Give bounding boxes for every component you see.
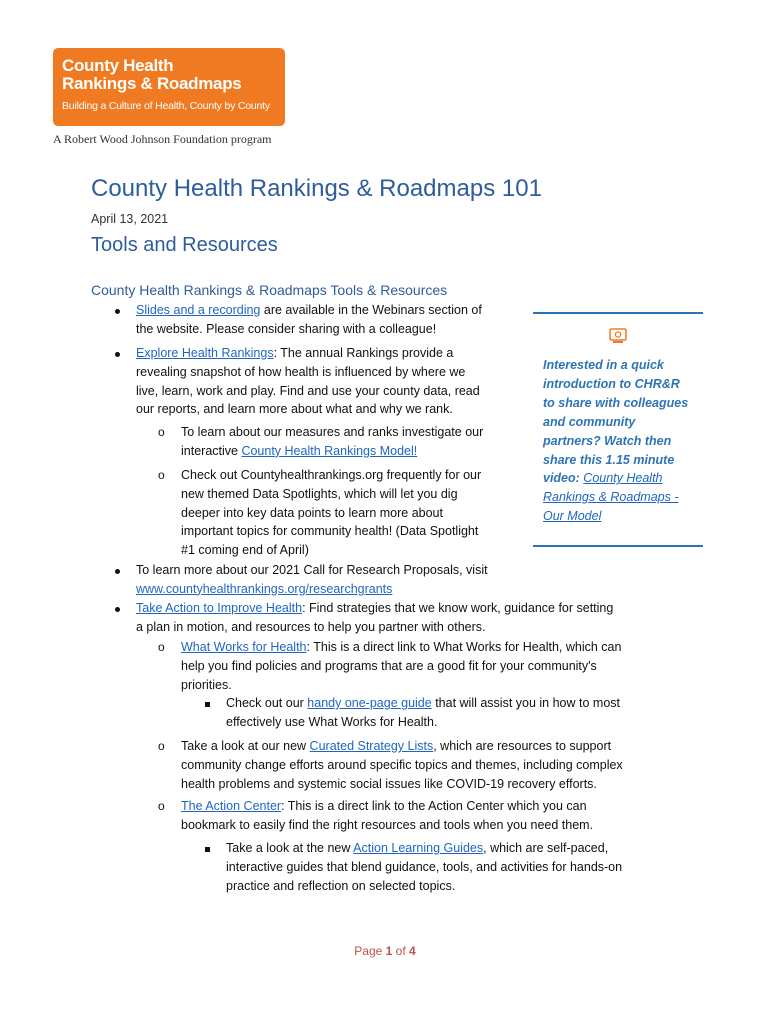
spotlights-text-3: deeper into key data points to learn more about bbox=[181, 505, 443, 520]
sidebar-line: Interested in a quick bbox=[543, 358, 664, 372]
list-item-take-action bbox=[136, 599, 696, 637]
sidebar-line: partners? Watch then bbox=[543, 433, 672, 448]
logo-line-1: County Health bbox=[62, 56, 174, 75]
bullet-dot bbox=[115, 309, 120, 314]
video-icon bbox=[609, 328, 627, 349]
bullet-circle: o bbox=[158, 799, 165, 813]
what-works-link[interactable]: What Works for Health bbox=[181, 640, 307, 654]
list-item-explore bbox=[136, 344, 526, 419]
list-item-action-center bbox=[181, 797, 701, 835]
slides-text-1: are available in the Webinars section of bbox=[260, 303, 482, 317]
model-video-link[interactable]: Our Model bbox=[543, 509, 602, 524]
list-item-spotlights bbox=[181, 466, 526, 560]
list-item-slides bbox=[136, 301, 526, 339]
research-grants-link[interactable]: www.countyhealthrankings.org/researchgrants bbox=[136, 581, 393, 596]
logo-line-2: Rankings & Roadmaps bbox=[62, 74, 242, 93]
spotlights-text-1: Check out Countyhealthrankings.org frequently for our bbox=[181, 468, 482, 482]
model-video-link[interactable]: County Health bbox=[583, 471, 663, 486]
learning-guides-text-3: practice and reflection on selected topics. bbox=[226, 878, 456, 893]
bullet-square bbox=[205, 702, 210, 707]
slides-link[interactable]: Slides and a recording bbox=[136, 303, 261, 317]
logo-tagline: Building a Culture of Health, County by County bbox=[62, 100, 270, 112]
date: April 13, 2021 bbox=[91, 212, 169, 226]
spotlights-text-5: #1 coming end of April) bbox=[181, 543, 309, 558]
measures-text-2: interactive bbox=[181, 443, 242, 458]
explore-rankings-link[interactable]: Explore Health Rankings bbox=[136, 346, 274, 360]
curated-strategy-lists-link[interactable]: Curated Strategy Lists bbox=[309, 739, 434, 753]
list-item-research-grants bbox=[136, 561, 676, 599]
list-item-guide bbox=[226, 694, 696, 732]
spotlights-text-4: important topics for community health! (Data Spotlight bbox=[181, 524, 479, 539]
curated-text-2: community change efforts around specific topics and themes, including complex bbox=[181, 757, 623, 772]
bullet-circle: o bbox=[158, 468, 165, 482]
action-center-text-1: : This is a direct link to the Action Center which you can bbox=[281, 799, 587, 813]
sidebar-bottom-rule bbox=[533, 545, 703, 547]
take-action-link[interactable]: Take Action to Improve Health bbox=[136, 601, 303, 615]
action-center-link[interactable]: The Action Center bbox=[181, 799, 282, 813]
spotlights-text-2: new themed Data Spotlights, which will let you dig bbox=[181, 486, 458, 501]
sidebar-text bbox=[543, 356, 703, 526]
sidebar-line: and community bbox=[543, 414, 636, 429]
what-works-text-3: priorities. bbox=[181, 677, 232, 692]
curated-text-3: health problems and systemic social issues like COVID-19 recovery efforts. bbox=[181, 776, 597, 791]
take-action-text-2: a plan in motion, and resources to help you partner with others. bbox=[136, 619, 486, 634]
guide-pre: Check out our bbox=[226, 696, 308, 710]
rankings-model-link[interactable]: County Health Rankings Model! bbox=[241, 443, 418, 458]
explore-text-2: revealing snapshot of how health is influenced by where we bbox=[136, 364, 466, 379]
page-footer bbox=[0, 944, 770, 958]
bullet-dot bbox=[115, 569, 120, 574]
sidebar-callout bbox=[533, 312, 703, 547]
explore-text-3: live, learn, work and play. Find and use your county data, read bbox=[136, 383, 480, 398]
what-works-text-2: help you find policies and programs that are a good fit for your community's bbox=[181, 658, 597, 673]
bullet-circle: o bbox=[158, 425, 165, 439]
sidebar-line: to share with colleagues bbox=[543, 395, 689, 410]
guide-post: that will assist you in how to most bbox=[431, 696, 620, 710]
measures-text-1: To learn about our measures and ranks investigate our bbox=[181, 425, 484, 439]
bullet-dot bbox=[115, 607, 120, 612]
bullet-square bbox=[205, 847, 210, 852]
subheading: County Health Rankings & Roadmaps Tools & Resources bbox=[91, 282, 448, 298]
curated-post: , which are resources to support bbox=[433, 739, 612, 753]
action-learning-guides-link[interactable]: Action Learning Guides bbox=[353, 841, 484, 855]
list-item-what-works bbox=[181, 638, 701, 694]
page-number: 1 bbox=[385, 944, 393, 958]
logo bbox=[53, 48, 285, 126]
what-works-text-1: : This is a direct link to What Works for Health, which can bbox=[306, 640, 622, 654]
curated-pre: Take a look at our new bbox=[181, 739, 310, 753]
page-total: 4 bbox=[409, 944, 416, 958]
bullet-circle: o bbox=[158, 640, 165, 654]
page-word: Page bbox=[354, 944, 386, 958]
section-heading: Tools and Resources bbox=[91, 234, 278, 256]
learning-guides-pre: Take a look at the new bbox=[226, 841, 354, 855]
one-page-guide-link[interactable]: handy one-page guide bbox=[307, 696, 432, 710]
of-word: of bbox=[392, 944, 410, 958]
list-item-measures bbox=[181, 423, 526, 461]
learning-guides-post: , which are self-paced, bbox=[483, 841, 609, 855]
learning-guides-text-2: interactive guides that blend guidance, tools, and activities for hands-on bbox=[226, 859, 623, 874]
bullet-circle: o bbox=[158, 739, 165, 753]
slides-text-2: the website. Please consider sharing with a colleague! bbox=[136, 321, 437, 336]
sidebar-top-rule bbox=[533, 312, 703, 314]
list-item-curated bbox=[181, 737, 701, 793]
explore-text-1: : The annual Rankings provide a bbox=[273, 346, 454, 360]
sidebar-video-prefix: video: bbox=[543, 471, 584, 486]
explore-text-4: our reports, and learn more about what and why we rank. bbox=[136, 402, 453, 417]
take-action-text-1: : Find strategies that we know work, guidance for setting bbox=[302, 601, 614, 615]
guide-text-2: effectively use What Works for Health. bbox=[226, 714, 438, 729]
bullet-dot bbox=[115, 352, 120, 357]
list-item-learning-guides bbox=[226, 839, 696, 895]
page-title: County Health Rankings & Roadmaps 101 bbox=[91, 175, 542, 202]
model-video-link[interactable]: Rankings & Roadmaps - bbox=[543, 490, 679, 505]
action-center-text-2: bookmark to easily find the right resources and tools when you need them. bbox=[181, 817, 594, 832]
call-text-1: To learn more about our 2021 Call for Research Proposals, visit bbox=[136, 563, 488, 577]
rwjf-program-line: A Robert Wood Johnson Foundation program bbox=[53, 132, 272, 146]
sidebar-line: share this 1.15 minute bbox=[543, 452, 675, 467]
sidebar-line: introduction to CHR&R bbox=[543, 376, 680, 391]
